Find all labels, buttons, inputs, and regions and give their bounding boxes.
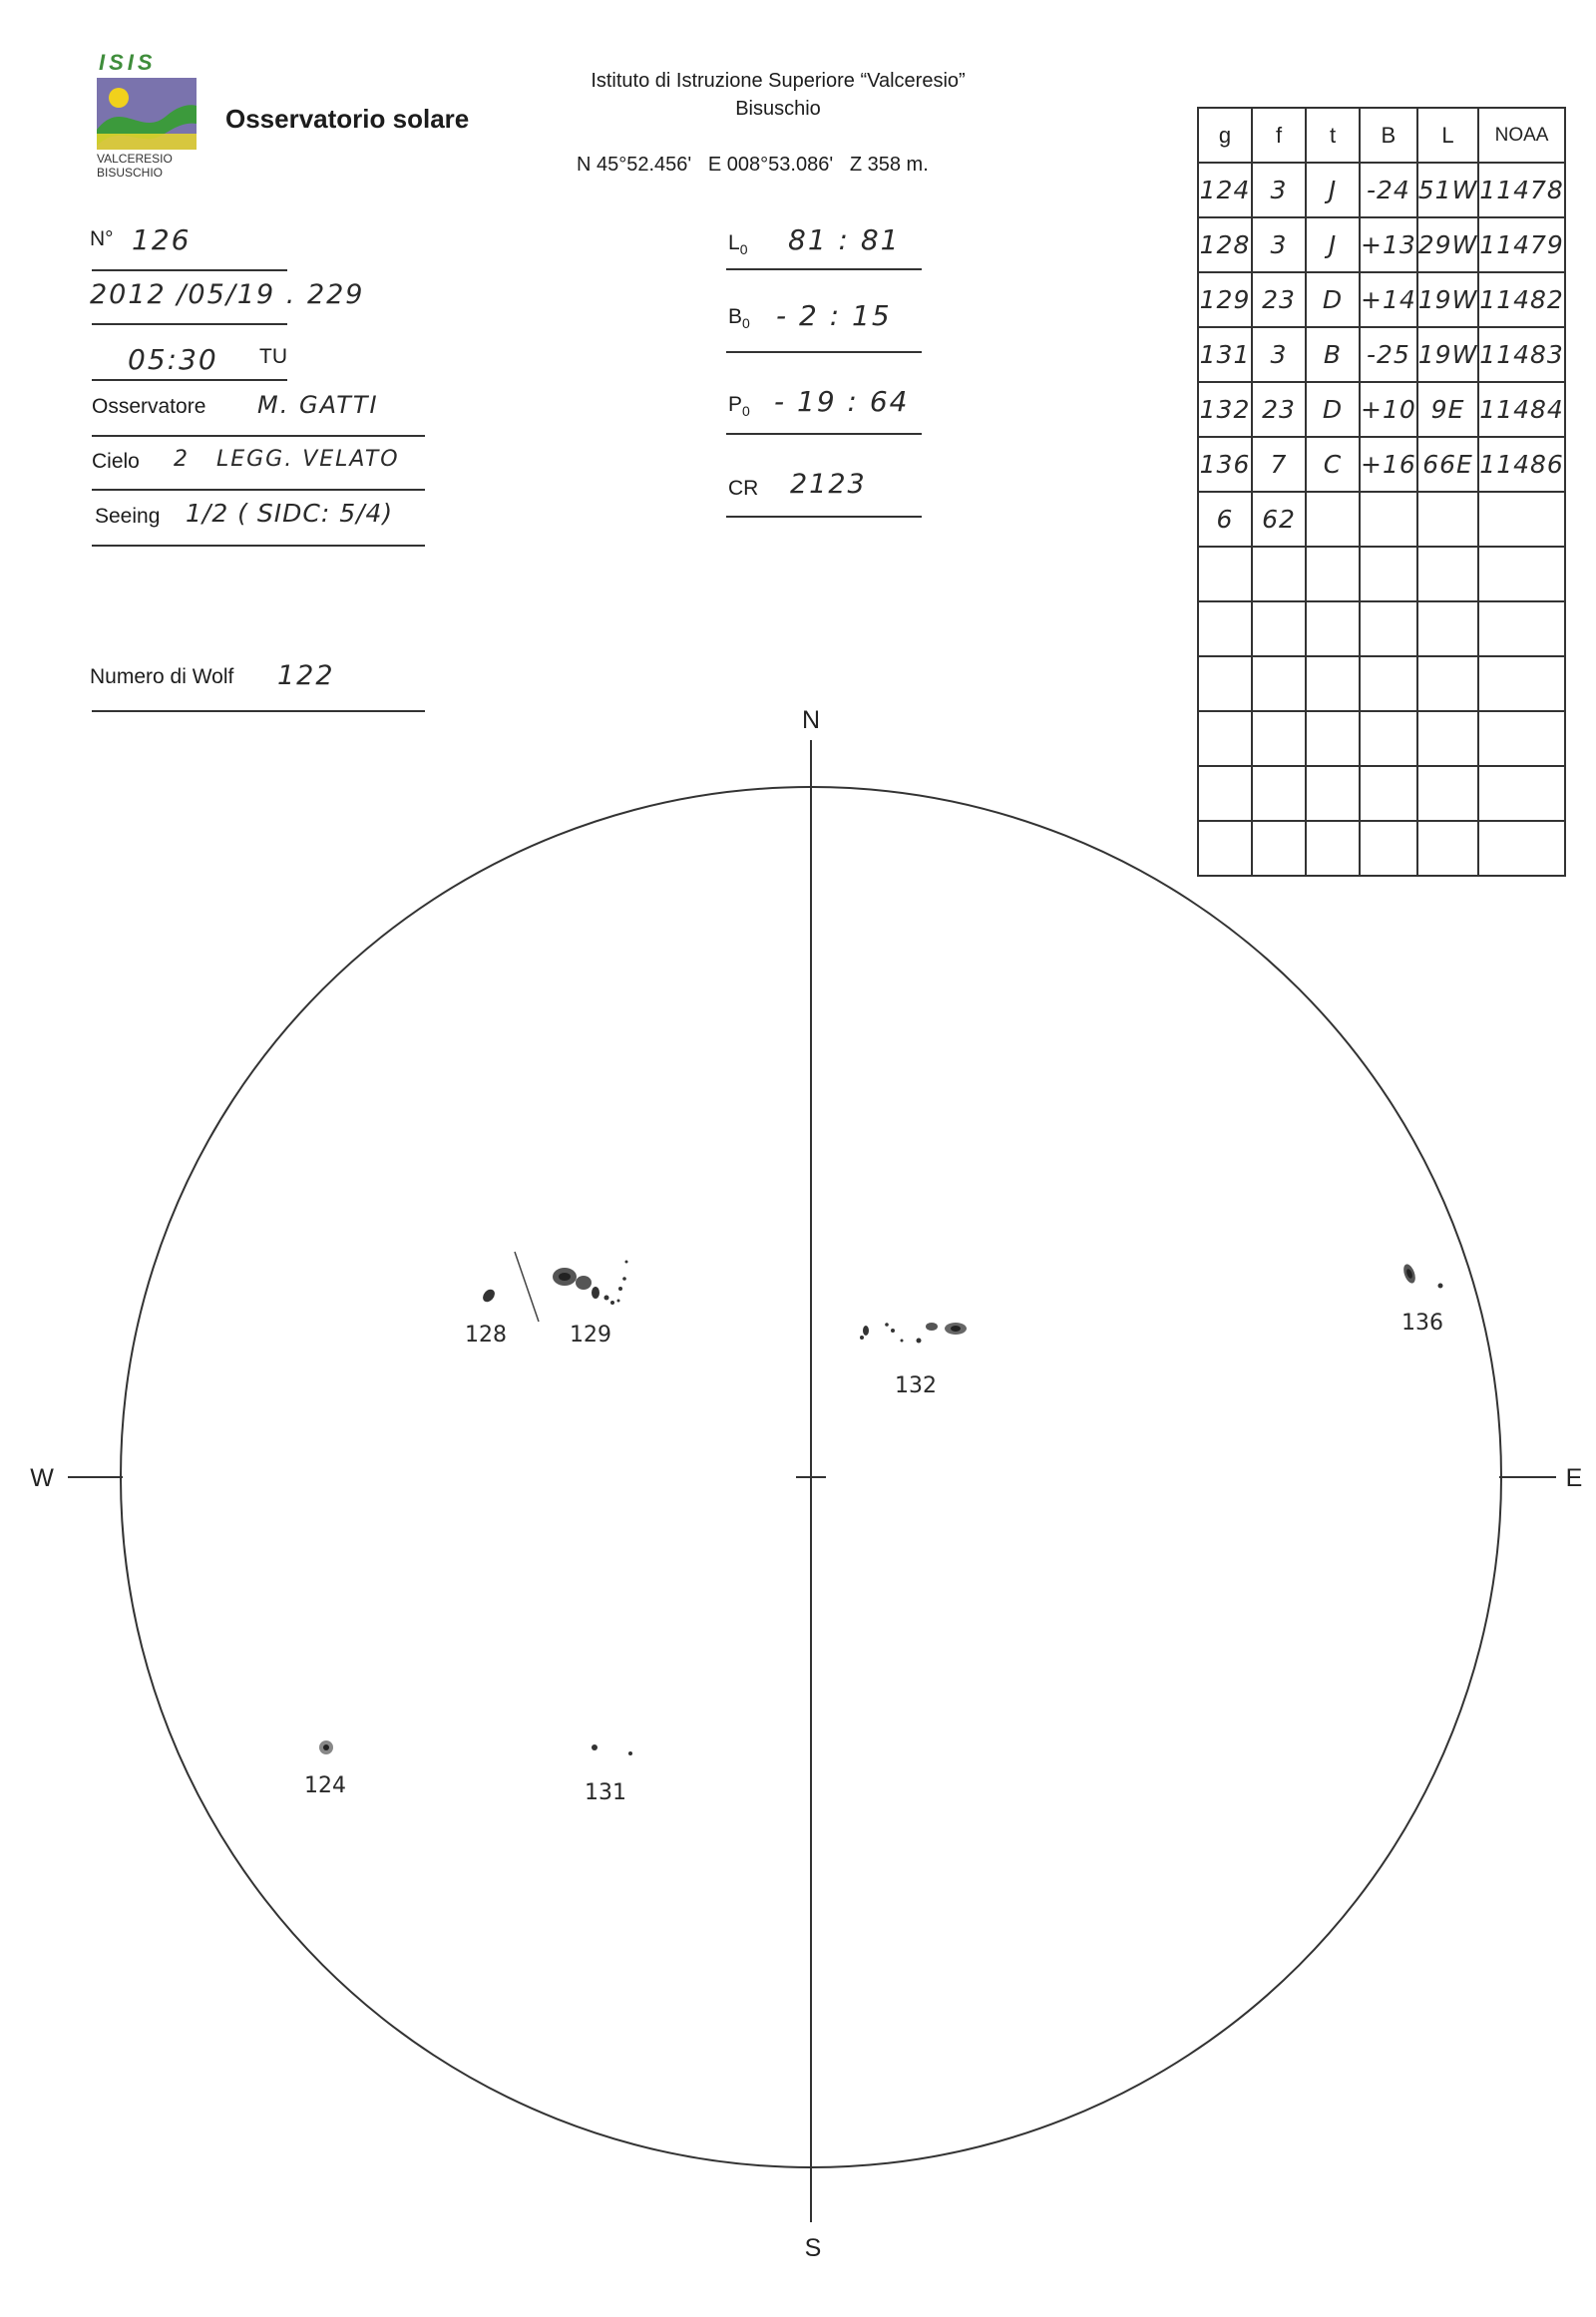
cell: 11478	[1478, 163, 1565, 217]
cell: 66E	[1417, 437, 1479, 492]
l0-letter: L	[728, 231, 740, 254]
cell: 132	[1198, 382, 1252, 437]
cell: 23	[1252, 272, 1306, 327]
cr-label: CR	[728, 477, 759, 500]
cell: 6	[1198, 492, 1252, 547]
cell: +14	[1360, 272, 1417, 327]
seeing-value: 1/2 ( SIDC: 5/4)	[186, 499, 394, 528]
cell: -25	[1360, 327, 1417, 382]
cell: J	[1306, 163, 1360, 217]
cell: 9E	[1417, 382, 1479, 437]
cell: +16	[1360, 437, 1417, 492]
group-label-136: 136	[1401, 1311, 1443, 1336]
cell: 29W	[1417, 217, 1479, 272]
cell: D	[1306, 272, 1360, 327]
b0-sub: 0	[742, 315, 750, 332]
group-label-129: 129	[570, 1323, 611, 1348]
cell: 23	[1252, 382, 1306, 437]
cell: 124	[1198, 163, 1252, 217]
sunspot-group-128	[465, 1252, 539, 1348]
number-value: 126	[132, 223, 192, 256]
header-g: g	[1198, 108, 1252, 163]
group-label-128: 128	[465, 1323, 507, 1348]
cell: 7	[1252, 437, 1306, 492]
header-l: L	[1417, 108, 1479, 163]
cell: 11479	[1478, 217, 1565, 272]
cell: 3	[1252, 163, 1306, 217]
p0-letter: P	[728, 393, 743, 416]
cell: 131	[1198, 327, 1252, 382]
institute-name: Istituto di Istruzione Superiore “Valceresio”	[591, 70, 966, 92]
cell: 19W	[1417, 327, 1479, 382]
l0-value: 81 : 81	[788, 223, 901, 256]
number-label: N°	[90, 227, 114, 250]
b0-value: - 2 : 15	[776, 299, 892, 332]
wolf-number-value: 122	[277, 660, 335, 691]
observer-label: Osservatore	[92, 395, 206, 418]
institute-town: Bisuschio	[735, 98, 821, 120]
p0-sub: 0	[742, 403, 750, 420]
cell: C	[1306, 437, 1360, 492]
group-label-124: 124	[304, 1773, 346, 1798]
cr-value: 2123	[790, 469, 867, 500]
east-label: E	[1565, 1464, 1583, 1492]
p0-value: - 19 : 64	[774, 385, 910, 418]
date-value: 2012 /05/19 . 229	[90, 279, 365, 310]
group-label-132: 132	[895, 1373, 937, 1398]
logo-caption-2: BISUSCHIO	[97, 166, 164, 180]
observatory-coordinates: N 45°52.456' E 008°53.086' Z 358 m.	[577, 154, 929, 176]
cell: 129	[1198, 272, 1252, 327]
header-t: t	[1306, 108, 1360, 163]
header-b: B	[1360, 108, 1417, 163]
cell: +10	[1360, 382, 1417, 437]
logo-caption-1: VALCERESIO	[97, 152, 173, 166]
cell: 3	[1252, 217, 1306, 272]
cell: 11483	[1478, 327, 1565, 382]
sky-label: Cielo	[92, 450, 140, 473]
time-value: 05:30	[128, 343, 218, 376]
cell: B	[1306, 327, 1360, 382]
cell: 62	[1252, 492, 1306, 547]
south-label: S	[804, 2234, 822, 2262]
sky-value: 2 LEGG. VELATO	[174, 447, 400, 472]
west-label: W	[30, 1464, 54, 1492]
cell: 128	[1198, 217, 1252, 272]
sunspot-group-124	[304, 1740, 346, 1798]
observatory-title: Osservatorio solare	[225, 104, 470, 134]
cell: 136	[1198, 437, 1252, 492]
cell: 11482	[1478, 272, 1565, 327]
seeing-label: Seeing	[95, 505, 161, 528]
group-label-131: 131	[585, 1780, 626, 1805]
cell: 11484	[1478, 382, 1565, 437]
time-label: TU	[259, 345, 287, 368]
header-f: f	[1252, 108, 1306, 163]
cell: 19W	[1417, 272, 1479, 327]
cell: 51W	[1417, 163, 1479, 217]
sunspot-group-129	[553, 1261, 628, 1349]
sunspot-group-132	[860, 1323, 967, 1398]
wolf-number-label: Numero di Wolf	[90, 665, 234, 688]
b0-letter: B	[728, 305, 743, 328]
sunspot-group-136	[1401, 1263, 1443, 1336]
logo-wordmark: ISIS	[99, 50, 157, 75]
cell: -24	[1360, 163, 1417, 217]
cell: 3	[1252, 327, 1306, 382]
sunspot-group-131	[585, 1744, 632, 1805]
north-label: N	[801, 706, 821, 734]
cell: 11486	[1478, 437, 1565, 492]
l0-sub: 0	[739, 241, 748, 258]
header-noaa: NOAA	[1478, 108, 1565, 163]
observer-value: M. GATTI	[257, 391, 379, 419]
cell: +13	[1360, 217, 1417, 272]
cell: J	[1306, 217, 1360, 272]
cell: D	[1306, 382, 1360, 437]
